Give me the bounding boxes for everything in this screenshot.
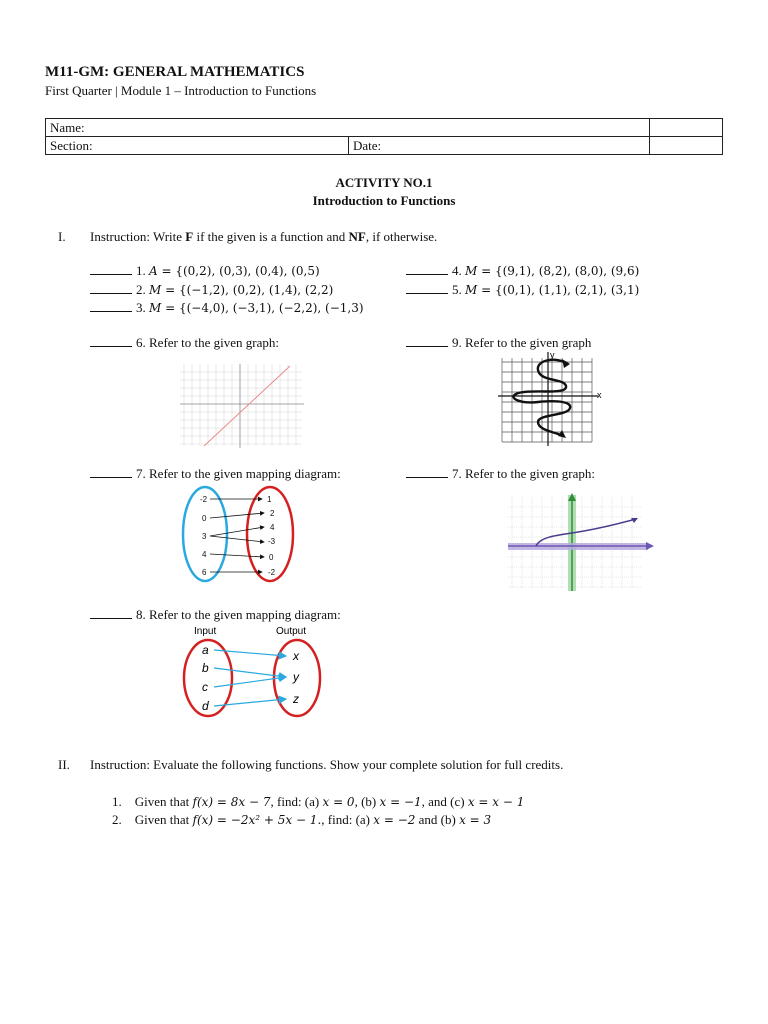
domain-value: 4 (202, 550, 207, 559)
input-label: Input (194, 626, 217, 637)
student-info-table (45, 118, 723, 155)
range-value: 2 (270, 509, 275, 518)
question-item: 5. M = {(0,1), (1,1), (2,1), (3,1) (406, 281, 639, 298)
answer-blank[interactable] (90, 606, 132, 619)
question-item-6: 6. Refer to the given graph: (90, 334, 279, 351)
question-item-9: 9. Refer to the given graph (406, 334, 591, 351)
x-axis-label: x (597, 390, 602, 400)
question-item-7a: 7. Refer to the given mapping diagram: (90, 465, 341, 482)
section-cell[interactable]: Section: (46, 137, 349, 155)
graph-9-zigzag (498, 350, 610, 446)
activity-subtitle: Introduction to Functions (312, 193, 456, 208)
answer-blank[interactable] (90, 465, 132, 478)
date-cell[interactable]: Date: (349, 137, 650, 155)
graph-6-line (178, 362, 306, 448)
input-value: d (202, 699, 209, 713)
arrow-head (562, 359, 570, 368)
function-curve (536, 519, 636, 546)
answer-blank[interactable] (406, 281, 448, 294)
y-axis-label: y (550, 350, 555, 360)
question-item-7b: 7. Refer to the given graph: (406, 465, 595, 482)
activity-title: ACTIVITY NO.1 (335, 175, 433, 190)
document-title: M11-GM: GENERAL MATHEMATICS (45, 64, 305, 80)
domain-value: -2 (200, 495, 208, 504)
output-value: x (293, 649, 299, 663)
input-value: a (202, 643, 209, 657)
range-value: -3 (268, 537, 276, 546)
output-value: y (293, 670, 299, 684)
answer-blank[interactable] (406, 334, 448, 347)
output-label: Output (276, 626, 307, 637)
domain-value: 0 (202, 514, 207, 523)
graph-7b-curve (506, 493, 654, 593)
document-subtitle: First Quarter | Module 1 – Introduction to Functions (45, 83, 317, 98)
answer-blank[interactable] (406, 465, 448, 478)
answer-blank[interactable] (90, 334, 132, 347)
range-value: 4 (270, 523, 275, 532)
answer-blank[interactable] (406, 262, 448, 275)
input-value: c (202, 680, 208, 694)
answer-blank[interactable] (90, 262, 132, 275)
input-value: b (202, 661, 209, 675)
mapping-diagram-8 (178, 622, 328, 722)
domain-value: 3 (202, 532, 207, 541)
question-item: 4. M = {(9,1), (8,2), (8,0), (9,6) (406, 262, 639, 279)
question-item: 3. M = {(−4,0), (−3,1), (−2,2), (−1,3) (90, 299, 364, 316)
answer-blank[interactable] (90, 299, 132, 312)
question-item: 2. M = {(−1,2), (0,2), (1,4), (2,2) (90, 281, 333, 298)
output-value: z (293, 692, 299, 706)
answer-blank[interactable] (90, 281, 132, 294)
part1-instruction: Instruction: Write F if the given is a function and NF, if otherwise. (90, 229, 438, 244)
evaluation-item: 2. Given that f(x) = −2x² + 5x − 1., find: (a) x = −2 and (b) x = 3 (112, 812, 492, 827)
part2-numeral: II. (58, 757, 70, 772)
range-value: 0 (269, 553, 274, 562)
evaluation-item: 1. Given that f(x) = 8x − 7, find: (a) x = 0, (b) x = −1, and (c) x = x − 1 (112, 794, 525, 809)
range-value: -2 (268, 568, 276, 577)
mapping-diagram-7 (178, 484, 302, 588)
question-item-8: 8. Refer to the given mapping diagram: (90, 606, 341, 623)
range-value: 1 (267, 495, 272, 504)
empty-cell (650, 137, 723, 155)
domain-value: 6 (202, 568, 207, 577)
arrow-head (646, 542, 654, 550)
name-cell[interactable]: Name: (46, 119, 650, 137)
empty-cell (650, 119, 723, 137)
function-line (204, 366, 290, 446)
question-item: 1. A = {(0,2), (0,3), (0,4), (0,5) (90, 262, 320, 279)
part2-instruction: Instruction: Evaluate the following functions. Show your complete solution for full credits. (90, 757, 564, 772)
part1-numeral: I. (58, 229, 66, 244)
